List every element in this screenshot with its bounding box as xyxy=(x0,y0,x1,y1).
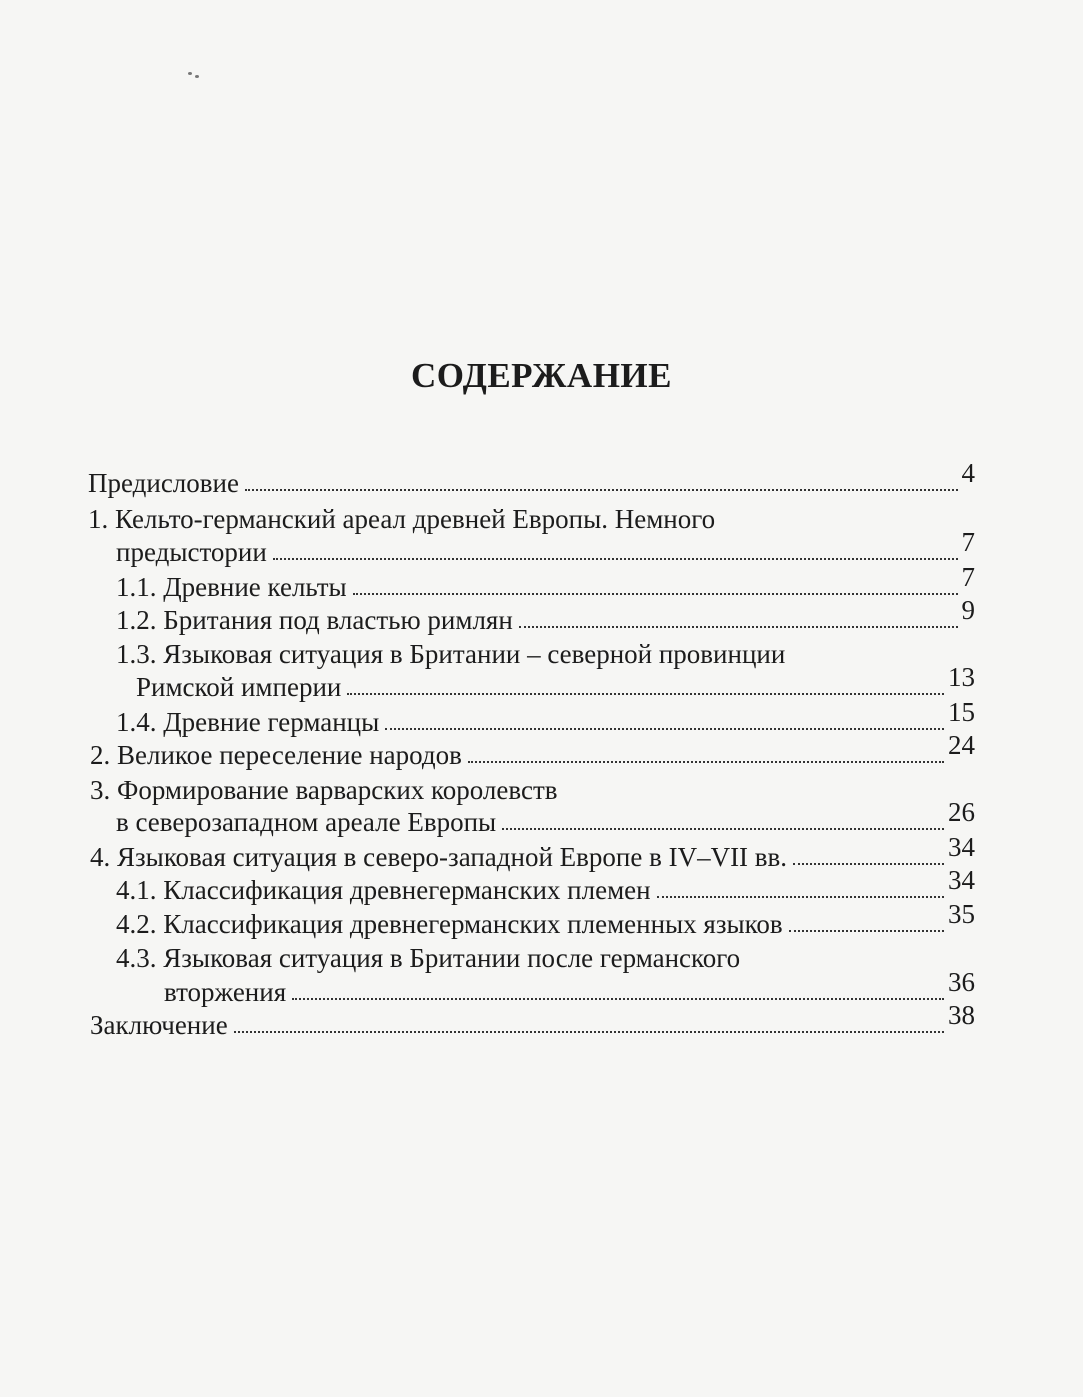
toc-page-number: 26 xyxy=(948,797,975,827)
toc-entry-title: 4. Языковая ситуация в северо-западной Европе в IV–VII вв. xyxy=(90,842,788,872)
toc-entry-title: 1.3. Языковая ситуация в Британии – северной провинции xyxy=(116,639,786,669)
toc-entry-title: Заключение xyxy=(90,1010,228,1040)
toc-page-number: 38 xyxy=(948,1000,975,1030)
toc-page-number: 7 xyxy=(961,562,975,592)
toc-entry-chapter-1-cont xyxy=(116,527,975,567)
toc-entry-1-4 xyxy=(116,697,975,737)
toc-page-number: 9 xyxy=(961,595,975,625)
toc-leader-dots xyxy=(353,592,958,595)
toc-page-number: 4 xyxy=(961,458,975,488)
toc-entry-chapter-3-cont xyxy=(116,797,975,837)
toc-leader-dots xyxy=(468,760,944,763)
toc-leader-dots xyxy=(502,827,944,830)
toc-leader-dots xyxy=(657,895,944,898)
toc-page-number: 35 xyxy=(948,899,975,929)
toc-page-number: 34 xyxy=(948,865,975,895)
toc-entry-title: 2. Великое переселение народов xyxy=(90,740,462,770)
toc-entry-conclusion xyxy=(90,1000,975,1040)
toc-entry-1-3 xyxy=(116,635,785,669)
toc-leader-dots xyxy=(234,1030,944,1033)
toc-entry-1-2 xyxy=(116,595,975,635)
toc-entry-title: 4.1. Классификация древнегерманских племен xyxy=(116,875,651,905)
toc-entry-1-1 xyxy=(116,562,975,602)
toc-leader-dots xyxy=(793,862,944,865)
toc-entry-4-3 xyxy=(116,939,740,973)
toc-leader-dots xyxy=(789,929,944,932)
toc-leader-dots xyxy=(245,488,958,491)
toc-entry-title: 1.4. Древние германцы xyxy=(116,707,380,737)
toc-entry-preface xyxy=(88,458,975,498)
toc-entry-title: предыстории xyxy=(116,537,267,567)
toc-entry-4-2 xyxy=(116,899,975,939)
toc-entry-title: 1.1. Древние кельты xyxy=(116,572,347,602)
toc-page-number: 15 xyxy=(948,697,975,727)
toc-page-number: 24 xyxy=(948,730,975,760)
toc-entry-4-3-cont xyxy=(164,967,975,1007)
toc-entry-title: 1.2. Британия под властью римлян xyxy=(116,605,513,635)
toc-entry-title: Предисловие xyxy=(88,468,239,498)
toc-page-number: 34 xyxy=(948,832,975,862)
toc-entry-title: 4.2. Классификация древнегерманских племенных языков xyxy=(116,909,783,939)
paper-speck xyxy=(188,72,202,80)
toc-entry-chapter-4 xyxy=(90,832,975,872)
toc-entry-chapter-1 xyxy=(88,500,715,534)
toc-leader-dots xyxy=(385,727,944,730)
toc-entry-title: Римской империи xyxy=(136,672,342,702)
toc-page-number: 36 xyxy=(948,967,975,997)
toc-entry-1-3-cont xyxy=(136,662,975,702)
toc-entry-4-1 xyxy=(116,865,975,905)
toc-entry-title: 1. Кельто-германский ареал древней Европы. Немного xyxy=(88,504,716,534)
toc-page-number: 13 xyxy=(948,662,975,692)
toc-entry-chapter-2 xyxy=(90,730,975,770)
toc-leader-dots xyxy=(347,692,944,695)
toc-leader-dots xyxy=(273,557,958,560)
toc-entry-title: в северозападном ареале Европы xyxy=(116,807,497,837)
toc-entry-title: вторжения xyxy=(164,977,287,1007)
page-title: СОДЕРЖАНИЕ xyxy=(410,356,672,395)
toc-entry-title: 4.3. Языковая ситуация в Британии после германского xyxy=(116,943,741,973)
toc-entry-title: 3. Формирование варварских королевств xyxy=(90,775,558,805)
toc-leader-dots xyxy=(292,997,944,1000)
toc-entry-chapter-3 xyxy=(90,771,558,805)
toc-page-number: 7 xyxy=(961,527,975,557)
toc-leader-dots xyxy=(519,625,958,628)
